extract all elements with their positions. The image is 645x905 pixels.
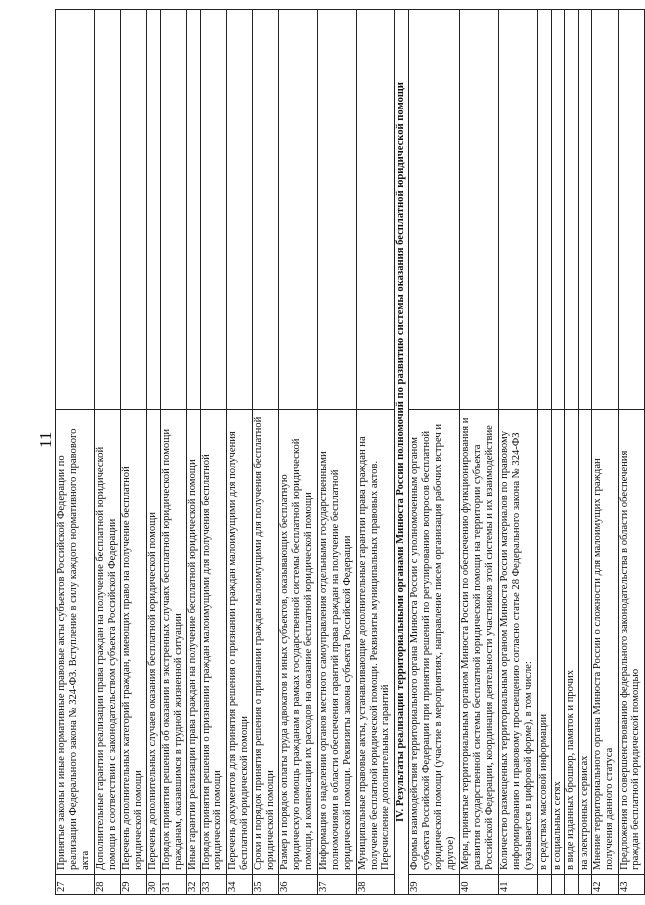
table-row	[56, 10, 95, 895]
value-cell	[499, 10, 538, 410]
value-cell	[551, 10, 565, 410]
table-row	[356, 10, 395, 895]
row-text: Количество размещенных территориальным органом Минюста России материалов по правовому информированию и правовому просвещению согласно статье 28 Федерального закона № 324-ФЗ (указывается в цифровой форме), в том числе:	[499, 410, 538, 875]
value-cell	[618, 10, 644, 410]
table-row	[578, 10, 592, 895]
table-row	[618, 10, 644, 895]
value-cell	[279, 10, 318, 410]
value-cell	[160, 10, 186, 410]
table-row	[317, 10, 356, 895]
row-number: 33	[200, 875, 226, 895]
report-table-body	[56, 10, 645, 895]
rotated-table-container	[55, 10, 645, 895]
row-text: Размер и порядок оплаты труда адвокатов и иных субъектов, оказывающих бесплатную юридическую помощь гражданам в рамках государственной системы бесплатной юридической помощи, и компенсации их расходов на оказание бесплатной юридической помощи	[279, 410, 318, 875]
page-number: 11	[36, 431, 55, 448]
row-number: 35	[252, 875, 278, 895]
table-row	[226, 10, 252, 895]
row-number: 34	[226, 875, 252, 895]
row-text: Меры, принятые территориальным органом Минюста России по обеспечению функционирования и развития государственной системы бесплатной юридической помощи на территории субъекта Российской Федерации, координация деятельности участников этой системы и их взаимодействие	[460, 410, 499, 875]
row-number	[565, 875, 579, 895]
row-number: 27	[56, 875, 95, 895]
value-cell	[356, 10, 395, 410]
row-number: 43	[618, 875, 644, 895]
table-row	[120, 10, 146, 895]
row-text: Формы взаимодействия территориального органа Минюста России с уполномоченным органом субъекта Российской Федерации при принятии решений по регулированию вопросов бесплатной юридической помощи (участие в мероприятиях, направление писем организация рабочих встреч и другое)	[409, 410, 460, 875]
table-row	[592, 10, 618, 895]
table-row	[200, 10, 226, 895]
table-row	[537, 10, 551, 895]
row-text: Перечень дополнительных категорий граждан, имеющих право на получение бесплатной юридической помощи	[120, 410, 146, 875]
value-cell	[460, 10, 499, 410]
table-row	[94, 10, 120, 895]
table-row	[499, 10, 538, 895]
row-number	[537, 875, 551, 895]
row-text: Сроки и порядок принятия решения о признании граждан малоимущими для получения бесплатной юридической помощи	[252, 410, 278, 875]
row-number: 37	[317, 875, 356, 895]
value-cell	[94, 10, 120, 410]
row-text: Муниципальные правовые акты, устанавливающие дополнительные гарантии права граждан на получение бесплатной юридической помощи. Реквизиты муниципальных правовых актов. Перечисление дополнительных гарантий	[356, 410, 395, 875]
row-number: 38	[356, 875, 395, 895]
row-number: 30	[147, 875, 161, 895]
table-row	[460, 10, 499, 895]
row-text: Порядок принятия решения о признании граждан малоимущими для получения бесплатной юридической помощи	[200, 410, 226, 875]
table-row	[551, 10, 565, 895]
table-row	[147, 10, 161, 895]
table-row	[160, 10, 186, 895]
row-number: 28	[94, 875, 120, 895]
row-text: Мнение территориального органа Минюста России о сложности для малоимущих граждан получения данного статуса	[592, 410, 618, 875]
value-cell	[252, 10, 278, 410]
row-text: Перечень документов для принятия решения о признании граждан малоимущими для получения бесплатной юридической помощи	[226, 410, 252, 875]
table-row	[409, 10, 460, 895]
row-number: 31	[160, 875, 186, 895]
row-text: Перечень дополнительных случаев оказания бесплатной юридической помощи	[147, 410, 161, 875]
row-text: в виде изданных брошюр, памяток и прочих	[565, 410, 579, 875]
value-cell	[56, 10, 95, 410]
row-text: Иные гарантии реализации права граждан на получение бесплатной юридической помощи	[186, 410, 200, 875]
row-text: Предложения по совершенствованию федерального законодательства в области обеспечения граждан бесплатной юридической помощью	[618, 410, 644, 875]
value-cell	[592, 10, 618, 410]
row-text: Дополнительные гарантии реализации права граждан на получение бесплатной юридической помощи в соответствии с законодательством субъекта Российской Федерации	[94, 410, 120, 875]
value-cell	[226, 10, 252, 410]
row-text: Порядок принятия решений об оказании в экстренных случаях бесплатной юридической помощи гражданам, оказавшимся в трудной жизненной ситуации	[160, 410, 186, 875]
section-header-row	[395, 10, 409, 895]
row-number: 36	[279, 875, 318, 895]
table-row	[279, 10, 318, 895]
row-text: в средствах массовой информации	[537, 410, 551, 875]
row-number: 29	[120, 875, 146, 895]
row-text: в социальных сетях	[551, 410, 565, 875]
value-cell	[409, 10, 460, 410]
value-cell	[200, 10, 226, 410]
value-cell	[578, 10, 592, 410]
row-number: 32	[186, 875, 200, 895]
value-cell	[147, 10, 161, 410]
row-number	[578, 875, 592, 895]
value-cell	[565, 10, 579, 410]
row-text: Принятые законы и иные нормативные правовые акты субъектов Российской Федерации по реализации Федерального закона № 324-ФЗ. Вступление в силу каждого нормативного правового акта	[56, 410, 95, 875]
table-row	[565, 10, 579, 895]
row-number: 39	[409, 875, 460, 895]
value-cell	[317, 10, 356, 410]
table-row	[186, 10, 200, 895]
row-number	[551, 875, 565, 895]
value-cell	[120, 10, 146, 410]
row-text: на электронных сервисах	[578, 410, 592, 875]
row-number: 40	[460, 875, 499, 895]
section-title: IV. Результаты реализации территориальными органами Минюста России полномочий по развитию системы оказания бесплатной юридической помощи	[395, 10, 409, 895]
row-number: 42	[592, 875, 618, 895]
table-row	[252, 10, 278, 895]
value-cell	[537, 10, 551, 410]
report-table	[55, 9, 645, 895]
value-cell	[186, 10, 200, 410]
row-text: Информация о наделении органов местного самоуправления отдельными государственными полномочиями в области обеспечения гарантий права граждан на получение бесплатной юридической помощи. Реквизиты закона субъекта Российской Федерации	[317, 410, 356, 875]
row-number: 41	[499, 875, 538, 895]
